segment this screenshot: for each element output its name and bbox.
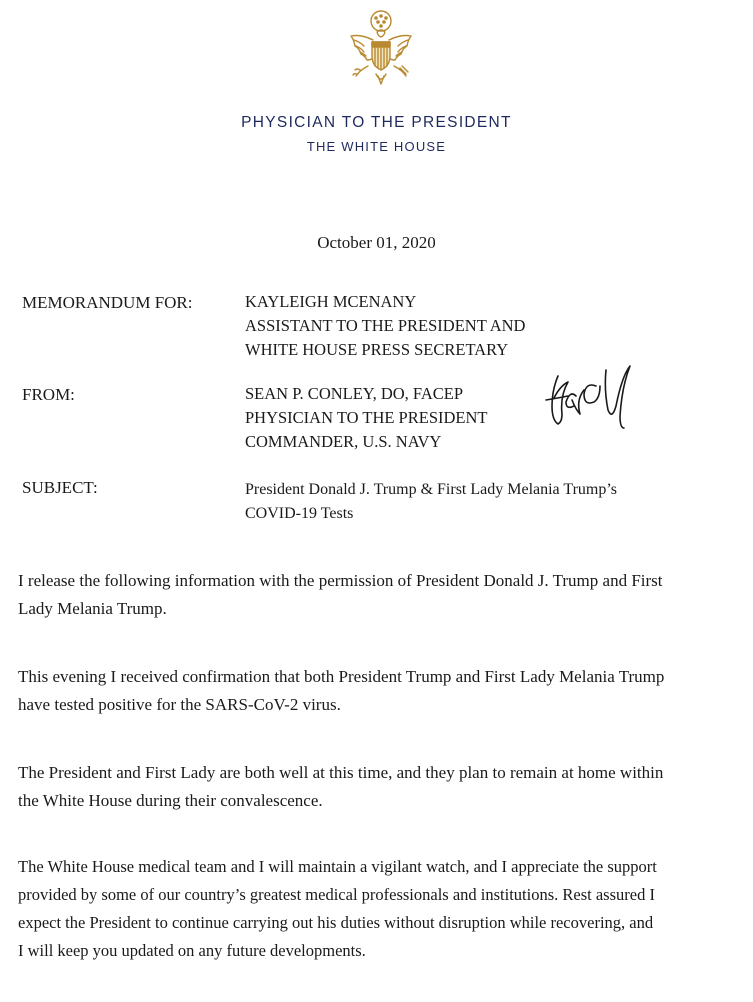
subject-line: President Donald J. Trump & First Lady Melania Trump’s [245, 481, 618, 498]
paragraph-line: This evening I received confirmation that both President Trump and First Lady Melania Trump [18, 667, 665, 686]
memo-for-line: WHITE HOUSE PRESS SECRETARY [245, 340, 509, 359]
body-paragraph [18, 663, 743, 719]
from-label: FROM: [22, 385, 75, 404]
letterhead-title: PHYSICIAN TO THE PRESIDENT [241, 114, 512, 131]
subject-line: COVID-19 Tests [245, 505, 354, 522]
paragraph-line: expect the President to continue carrying out his duties without disruption while recovering, and [18, 913, 654, 932]
memo-for-recipient [245, 290, 525, 362]
handwritten-initials-signature [536, 356, 646, 440]
from-sender [245, 382, 487, 454]
from-line: SEAN P. CONLEY, DO, FACEP [245, 384, 464, 403]
letterhead-subtitle: THE WHITE HOUSE [306, 139, 447, 154]
memo-for-line: ASSISTANT TO THE PRESIDENT AND [245, 316, 526, 335]
paragraph-line: The President and First Lady are both well at this time, and they plan to remain at home within [18, 763, 664, 782]
memo-for-label: MEMORANDUM FOR: [22, 293, 193, 312]
body-paragraph [18, 759, 743, 815]
memo-for-line: KAYLEIGH MCENANY [245, 292, 417, 311]
paragraph-line: The White House medical team and I will maintain a vigilant watch, and I appreciate the support [18, 857, 657, 876]
subject-text [245, 478, 617, 526]
paragraph-line: have tested positive for the SARS-CoV-2 virus. [18, 695, 341, 714]
body-paragraph [18, 853, 743, 965]
from-line: PHYSICIAN TO THE PRESIDENT [245, 408, 488, 427]
paragraph-line: Lady Melania Trump. [18, 599, 167, 618]
memo-date: October 01, 2020 [317, 233, 436, 252]
paragraph-line: provided by some of our country’s greatest medical professionals and institutions. Rest assured I [18, 885, 655, 904]
paragraph-line: I will keep you updated on any future developments. [18, 941, 366, 960]
paragraph-line: I release the following information with the permission of President Donald J. Trump and First [18, 571, 663, 590]
great-seal-eagle-icon [340, 8, 422, 96]
from-line: COMMANDER, U.S. NAVY [245, 432, 442, 451]
body-paragraph [18, 567, 743, 623]
subject-label: SUBJECT: [22, 478, 98, 497]
paragraph-line: the White House during their convalescence. [18, 791, 323, 810]
